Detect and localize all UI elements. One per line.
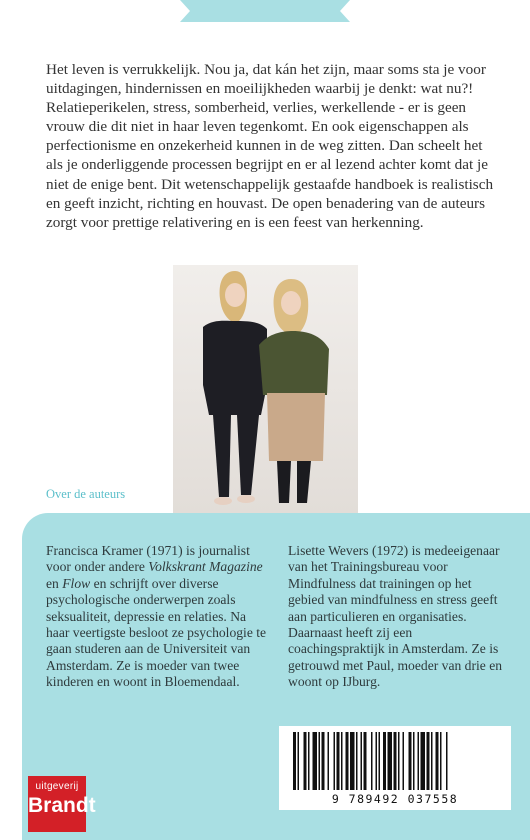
magazine-name: Volkskrant Magazine [148, 559, 263, 575]
ribbon-banner [180, 0, 350, 22]
intro-text: Het leven is verrukkelijk. Nou ja, dat kán het zijn, maar soms sta je voor uitdagingen, hindernissen en moeilijkheden waarbij je denkt: wat nu?! Relatieperikelen, stress, somberheid, verlies, werkellende - er is geen vrouw die dit niet in haar leven tegenkomt. En ook eigenschappen als perfectionisme en onzekerheid kunnen in de weg zitten. Dan scheelt het als je onderliggende processen begrijpt en er al lezend achter komt dat je niet de enige bent. Dit wetenschappelijk gestaafde handboek is realistisch en geeft inzicht, richting en houvast. De open benadering van de auteurs zorgt voor prettige relativering en is een feest van herkenning. [46, 61, 494, 231]
logo-top-text: uitgeverij [35, 781, 79, 792]
section-label-about-authors: Over de auteurs [46, 487, 126, 501]
barcode-bars [279, 726, 511, 792]
logo-bottom-text: Brandt [28, 794, 96, 817]
isbn-number: 9 789492 037558 [331, 792, 459, 806]
magazine-name: Flow [62, 575, 91, 591]
bio-lisette-wevers: Lisette Wevers (1972) is medeeigenaar van het Trainingsbureau voor Mindfulness dat trainingen op het gebied van mindfulness en stress geeft aan particulieren en organisaties. Daarnaast heeft zij een coachingspraktijk in Amsterdam. Ze is getrouwd met Paul, moeder van drie en woont op IJburg. [288, 543, 503, 690]
isbn-barcode [279, 726, 511, 810]
publisher-logo [28, 776, 96, 832]
bio-francisca-kramer [46, 543, 271, 691]
authors-photo [173, 265, 358, 513]
bio-text: Francisca Kramer (1971) is journalist voor onder andere [46, 543, 250, 575]
bio-text: en [46, 575, 63, 591]
bio-text: en schrijft over diverse psychologische onderwerpen zoals seksualiteit, depressie en relaties. Na haar veertigste besloot ze psychologie te gaan studeren aan de Universiteit van Amsterdam. Ze is moeder van twee kinderen en woont in Bloemendaal. [46, 575, 267, 690]
